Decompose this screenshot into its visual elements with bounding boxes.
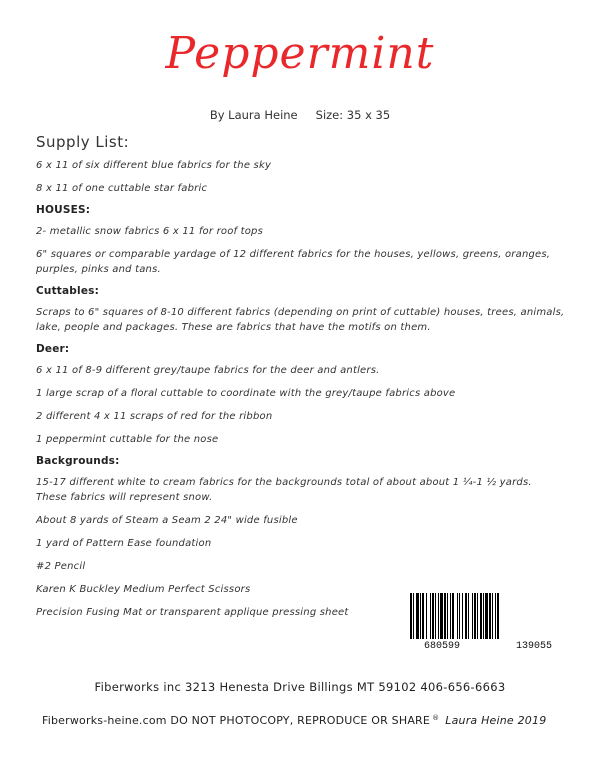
page-title: Peppermint — [165, 28, 435, 79]
supply-item: 2- metallic snow fabrics 6 x 11 for roof tops — [36, 226, 264, 237]
supply-item: 15-17 different white to cream fabrics for the backgrounds total of about about 1 ¼-1 ½ yards. These fabrics will represent snow. — [36, 477, 532, 503]
section-heading: Cuttables: — [36, 285, 99, 297]
barcode-bar — [499, 593, 500, 639]
barcode — [410, 593, 560, 655]
byline — [0, 108, 600, 122]
footer-address: Fiberworks inc 3213 Henesta Drive Billings MT 59102 406-656-6663 — [94, 680, 506, 694]
footer-notice — [42, 714, 582, 727]
supply-item: Precision Fusing Mat or transparent applique pressing sheet — [36, 607, 349, 618]
supply-item: #2 Pencil — [36, 561, 86, 572]
barcode-bars — [410, 593, 560, 639]
footer-notice-text: Fiberworks-heine.com DO NOT PHOTOCOPY, REPRODUCE OR SHARE — [42, 714, 431, 727]
section-heading: Deer: — [36, 343, 70, 355]
barcode-left-number: 680599 — [424, 641, 461, 652]
section-heading: HOUSES: — [36, 204, 91, 216]
footer-copyright: Laura Heine 2019 — [445, 714, 547, 727]
supply-item: About 8 yards of Steam a Seam 2 24" wide fusible — [36, 515, 298, 526]
supply-item: 8 x 11 of one cuttable star fabric — [36, 183, 208, 194]
supply-item: 1 peppermint cuttable for the nose — [36, 434, 219, 445]
registered-mark: ® — [432, 714, 440, 722]
section-heading: Backgrounds: — [36, 455, 120, 467]
author-text: By Laura Heine — [209, 108, 298, 122]
supply-item: 6" squares or comparable yardage of 12 different fabrics for the houses, yellows, greens, oranges, purples, pinks and tans. — [36, 249, 551, 275]
supply-item: 6 x 11 of 8-9 different grey/taupe fabrics for the deer and antlers. — [36, 365, 380, 376]
supply-item: 1 large scrap of a floral cuttable to coordinate with the grey/taupe fabrics above — [36, 388, 456, 399]
barcode-right-number: 139055 — [515, 641, 552, 652]
supply-item: 6 x 11 of six different blue fabrics for the sky — [36, 160, 272, 171]
supply-item: 1 yard of Pattern Ease foundation — [36, 538, 212, 549]
supply-item: Scraps to 6" squares of 8-10 different fabrics (depending on print of cuttable) houses, trees, animals, lake, people and packages. These are fabrics that have the motifs on them. — [36, 307, 565, 333]
supply-item: Karen K Buckley Medium Perfect Scissors — [36, 584, 251, 595]
supply-list-heading: Supply List: — [36, 133, 130, 151]
size-text: Size: 35 x 35 — [315, 108, 391, 122]
supply-item: 2 different 4 x 11 scraps of red for the ribbon — [36, 411, 273, 422]
supply-list — [36, 158, 566, 628]
